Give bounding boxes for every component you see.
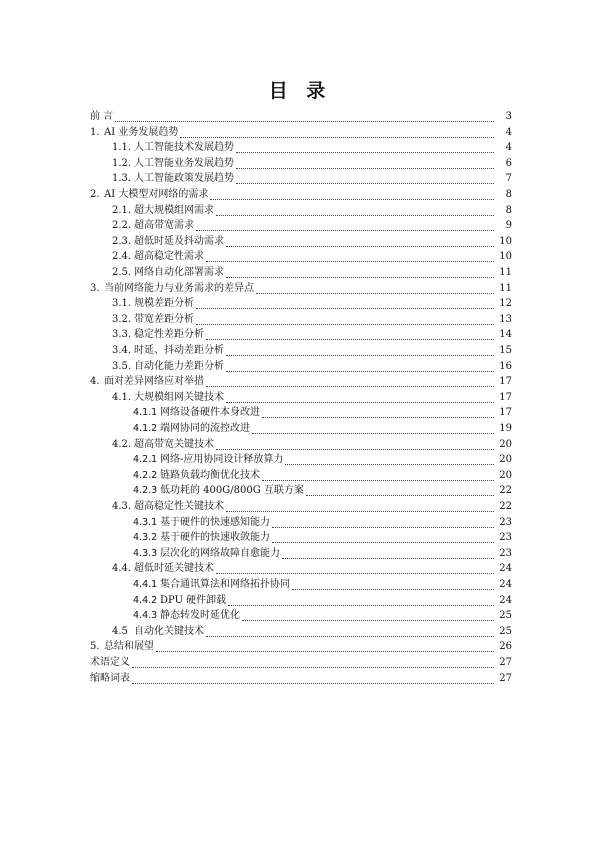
toc-dot-leader [226, 498, 494, 512]
toc-dot-leader [132, 670, 494, 684]
toc-entry-page: 17 [499, 407, 512, 419]
toc-entry-label: 端网协同的流控改进 [160, 423, 250, 434]
toc-entry-label: 超高稳定性需求 [134, 251, 204, 263]
toc-entry-number: 2.1. [112, 204, 132, 216]
toc-entry-page: 11 [499, 282, 512, 294]
toc-entry-number: 4.1.1 [133, 407, 158, 419]
toc-entry-number: 4.2.3 [133, 485, 158, 497]
toc-dot-leader [306, 482, 494, 496]
toc-entry-page: 13 [499, 313, 512, 325]
toc-entry-label: 术语定义 [90, 657, 130, 668]
toc-entry-label: 时延、抖动差距分析 [134, 345, 224, 356]
toc-entry-page: 12 [499, 298, 512, 310]
toc-dot-leader [180, 124, 494, 138]
toc-entry-page: 24 [499, 563, 512, 575]
toc-dot-leader [236, 155, 494, 169]
toc-entry-page: 8 [505, 189, 512, 200]
toc-dot-leader [282, 545, 494, 559]
toc-entry-label: AI 大模型对网络的需求 [104, 189, 209, 200]
toc-entry-page: 6 [505, 157, 512, 169]
toc-entry-label: 带宽差距分析 [134, 313, 194, 325]
toc-entry-label: 链路负载均衡优化技术 [160, 469, 260, 481]
toc-dot-leader [226, 264, 494, 278]
toc-entry-number: 4.1. [112, 391, 132, 403]
toc-entry-page: 24 [499, 579, 512, 590]
toc-entry-label: 静态转发时延优化 [160, 610, 240, 622]
toc-entry-page: 14 [499, 329, 512, 341]
toc-entry-label: 基于硬件的快速收敛能力 [160, 532, 270, 544]
toc-entry-number: 5. [90, 641, 100, 653]
toc-entry-label: 网络设备硬件本身改进 [160, 407, 260, 419]
toc-entry-label: 集合通讯算法和网络拓扑协同 [160, 579, 290, 590]
toc-dot-leader [132, 654, 494, 668]
toc-dot-leader [115, 108, 494, 122]
toc-dot-leader [242, 607, 494, 621]
toc-entry-number: 4.2.1 [133, 454, 158, 466]
toc-entry-number: 4.4.3 [133, 610, 158, 622]
toc-entry-page: 23 [499, 547, 512, 559]
toc-entry-page: 8 [505, 204, 512, 216]
toc-entry-page: 11 [499, 267, 512, 278]
toc-entry-label: 超高稳定性关键技术 [134, 501, 224, 512]
toc-entry-page: 17 [499, 376, 512, 388]
toc-entry-page: 20 [499, 454, 512, 466]
toc-entry-number: 4.1.2 [133, 423, 158, 434]
toc-dot-leader [206, 248, 494, 262]
toc-entry-label: 人工智能技术发展趋势 [134, 142, 234, 154]
toc-entry-label: 超大规模组网需求 [134, 204, 214, 216]
toc-dot-leader [210, 186, 494, 200]
toc-dot-leader [262, 404, 494, 418]
toc-entry-page: 23 [499, 532, 512, 544]
toc-entry-number: 4.4. [112, 563, 132, 575]
toc-entry-number: 3. [90, 282, 100, 294]
toc-dot-leader [226, 342, 494, 356]
toc-dot-leader [226, 389, 494, 403]
toc-entry-page: 27 [499, 657, 512, 668]
toc-dot-leader [228, 592, 494, 606]
toc-entry-page: 16 [499, 360, 512, 372]
toc-entry-label: 低功耗的 400G/800G 互联方案 [160, 485, 304, 497]
toc-dot-leader [216, 560, 494, 574]
toc-title: 目 录 [268, 80, 332, 102]
toc-entry-number: 4. [90, 376, 100, 388]
toc-entry-number: 2.2. [112, 220, 132, 232]
toc-dot-leader [206, 326, 494, 340]
toc-entry-number: 4.4.1 [133, 579, 158, 590]
toc-dot-leader [226, 233, 494, 247]
toc-dot-leader [196, 311, 494, 325]
toc-entry-label: 超低时延关键技术 [134, 563, 214, 575]
toc-entry-number: 1. [90, 126, 100, 138]
toc-entry-number: 4.5 [112, 625, 128, 637]
toc-entry-label: 规模差距分析 [134, 298, 194, 310]
toc-entry-number: 4.3.2 [133, 532, 158, 544]
toc-entry-number: 1.2. [112, 157, 132, 169]
toc-entry-page: 19 [499, 423, 512, 434]
toc-dot-leader [256, 280, 494, 294]
toc-entry-label: 超高带宽需求 [134, 220, 194, 232]
toc-entry-page: 20 [499, 438, 512, 450]
toc-entry-label: 超低时延及抖动需求 [134, 235, 224, 247]
toc-entry-number: 3.2. [112, 313, 132, 325]
toc-entry-number: 3.3. [112, 329, 132, 341]
toc-dot-leader [236, 139, 494, 153]
toc-entry[interactable] [0, 670, 600, 688]
toc-entry-page: 10 [499, 251, 512, 263]
toc-entry-page: 7 [505, 173, 512, 185]
toc-entry-number: 4.4.2 [133, 594, 158, 606]
toc-entry-number: 3.5. [112, 360, 132, 372]
toc-dot-leader [285, 451, 494, 465]
toc-dot-leader [272, 514, 494, 528]
toc-entry-label: 总结和展望 [104, 641, 154, 653]
toc-entry-page: 17 [499, 391, 512, 403]
toc-entry-page: 25 [499, 625, 512, 637]
toc-entry-page: 3 [505, 111, 512, 122]
toc-entry-label: AI 业务发展趋势 [104, 126, 179, 138]
toc-dot-leader [196, 295, 494, 309]
toc-entry-page: 27 [499, 672, 512, 684]
toc-entry-number: 3.4. [112, 345, 132, 356]
toc-entry-number: 4.2.2 [133, 469, 158, 481]
toc-dot-leader [196, 217, 494, 231]
toc-entry-label: 大规模组网关键技术 [134, 391, 224, 403]
toc-dot-leader [206, 373, 494, 387]
toc-entry-number: 2.3. [112, 235, 132, 247]
toc-entry-label: 自动化关键技术 [134, 625, 204, 637]
toc-entry-label: 缩略词表 [90, 672, 130, 684]
toc-entry-label: 人工智能政策发展趋势 [134, 173, 234, 185]
toc-entry-label: 网络-应用协同设计释放算力 [160, 454, 284, 466]
toc-entry-number: 4.2. [112, 438, 132, 450]
toc-entry-number: 2. [90, 189, 100, 200]
toc-entry-label: 自动化能力差距分析 [134, 360, 224, 372]
toc-entry-number: 2.5. [112, 267, 132, 278]
toc-entry-number: 4.3.1 [133, 516, 158, 528]
toc-entry-page: 26 [499, 641, 512, 653]
toc-entry-number: 1.1. [112, 142, 132, 154]
toc-entry-label: 当前网络能力与业务需求的差异点 [104, 282, 254, 294]
toc-dot-leader [292, 576, 494, 590]
toc-entry-label: 网络自动化部署需求 [134, 267, 224, 278]
toc-dot-leader [252, 420, 494, 434]
toc-entry-number: 3.1. [112, 298, 132, 310]
toc-entry-label: 前 言 [90, 111, 114, 122]
toc-dot-leader [156, 638, 494, 652]
toc-entry-number: 4.3. [112, 501, 132, 512]
toc-entry-label: 层次化的网络故障自愈能力 [160, 547, 280, 559]
toc-dot-leader [206, 623, 494, 637]
toc-entry-page: 24 [499, 594, 512, 606]
toc-entry-page: 15 [499, 345, 512, 356]
toc-entry-page: 9 [505, 220, 512, 232]
toc-entry-page: 22 [499, 485, 512, 497]
toc-entry-page: 4 [505, 142, 512, 154]
toc-dot-leader [236, 170, 494, 184]
toc-dot-leader [226, 358, 494, 372]
toc-dot-leader [216, 436, 494, 450]
toc-entry-number: 1.3. [112, 173, 132, 185]
toc-entry-number: 4.3.3 [133, 547, 158, 559]
toc-entry-page: 23 [499, 516, 512, 528]
toc-dot-leader [262, 467, 494, 481]
toc-entry-page: 10 [499, 235, 512, 247]
toc-entry-label: DPU 硬件卸载 [160, 594, 227, 606]
toc-entry-page: 20 [499, 469, 512, 481]
table-of-contents [0, 108, 600, 688]
toc-entry-number: 2.4. [112, 251, 132, 263]
toc-dot-leader [272, 529, 494, 543]
toc-entry-label: 面对差异网络应对举措 [104, 376, 204, 388]
toc-entry-page: 4 [505, 126, 512, 138]
toc-entry-label: 超高带宽关键技术 [134, 438, 214, 450]
toc-entry-label: 人工智能业务发展趋势 [134, 157, 234, 169]
toc-entry-label: 稳定性差距分析 [134, 329, 204, 341]
toc-dot-leader [216, 202, 494, 216]
toc-entry-page: 22 [499, 501, 512, 512]
toc-entry-page: 25 [499, 610, 512, 622]
toc-entry-label: 基于硬件的快速感知能力 [160, 516, 270, 528]
